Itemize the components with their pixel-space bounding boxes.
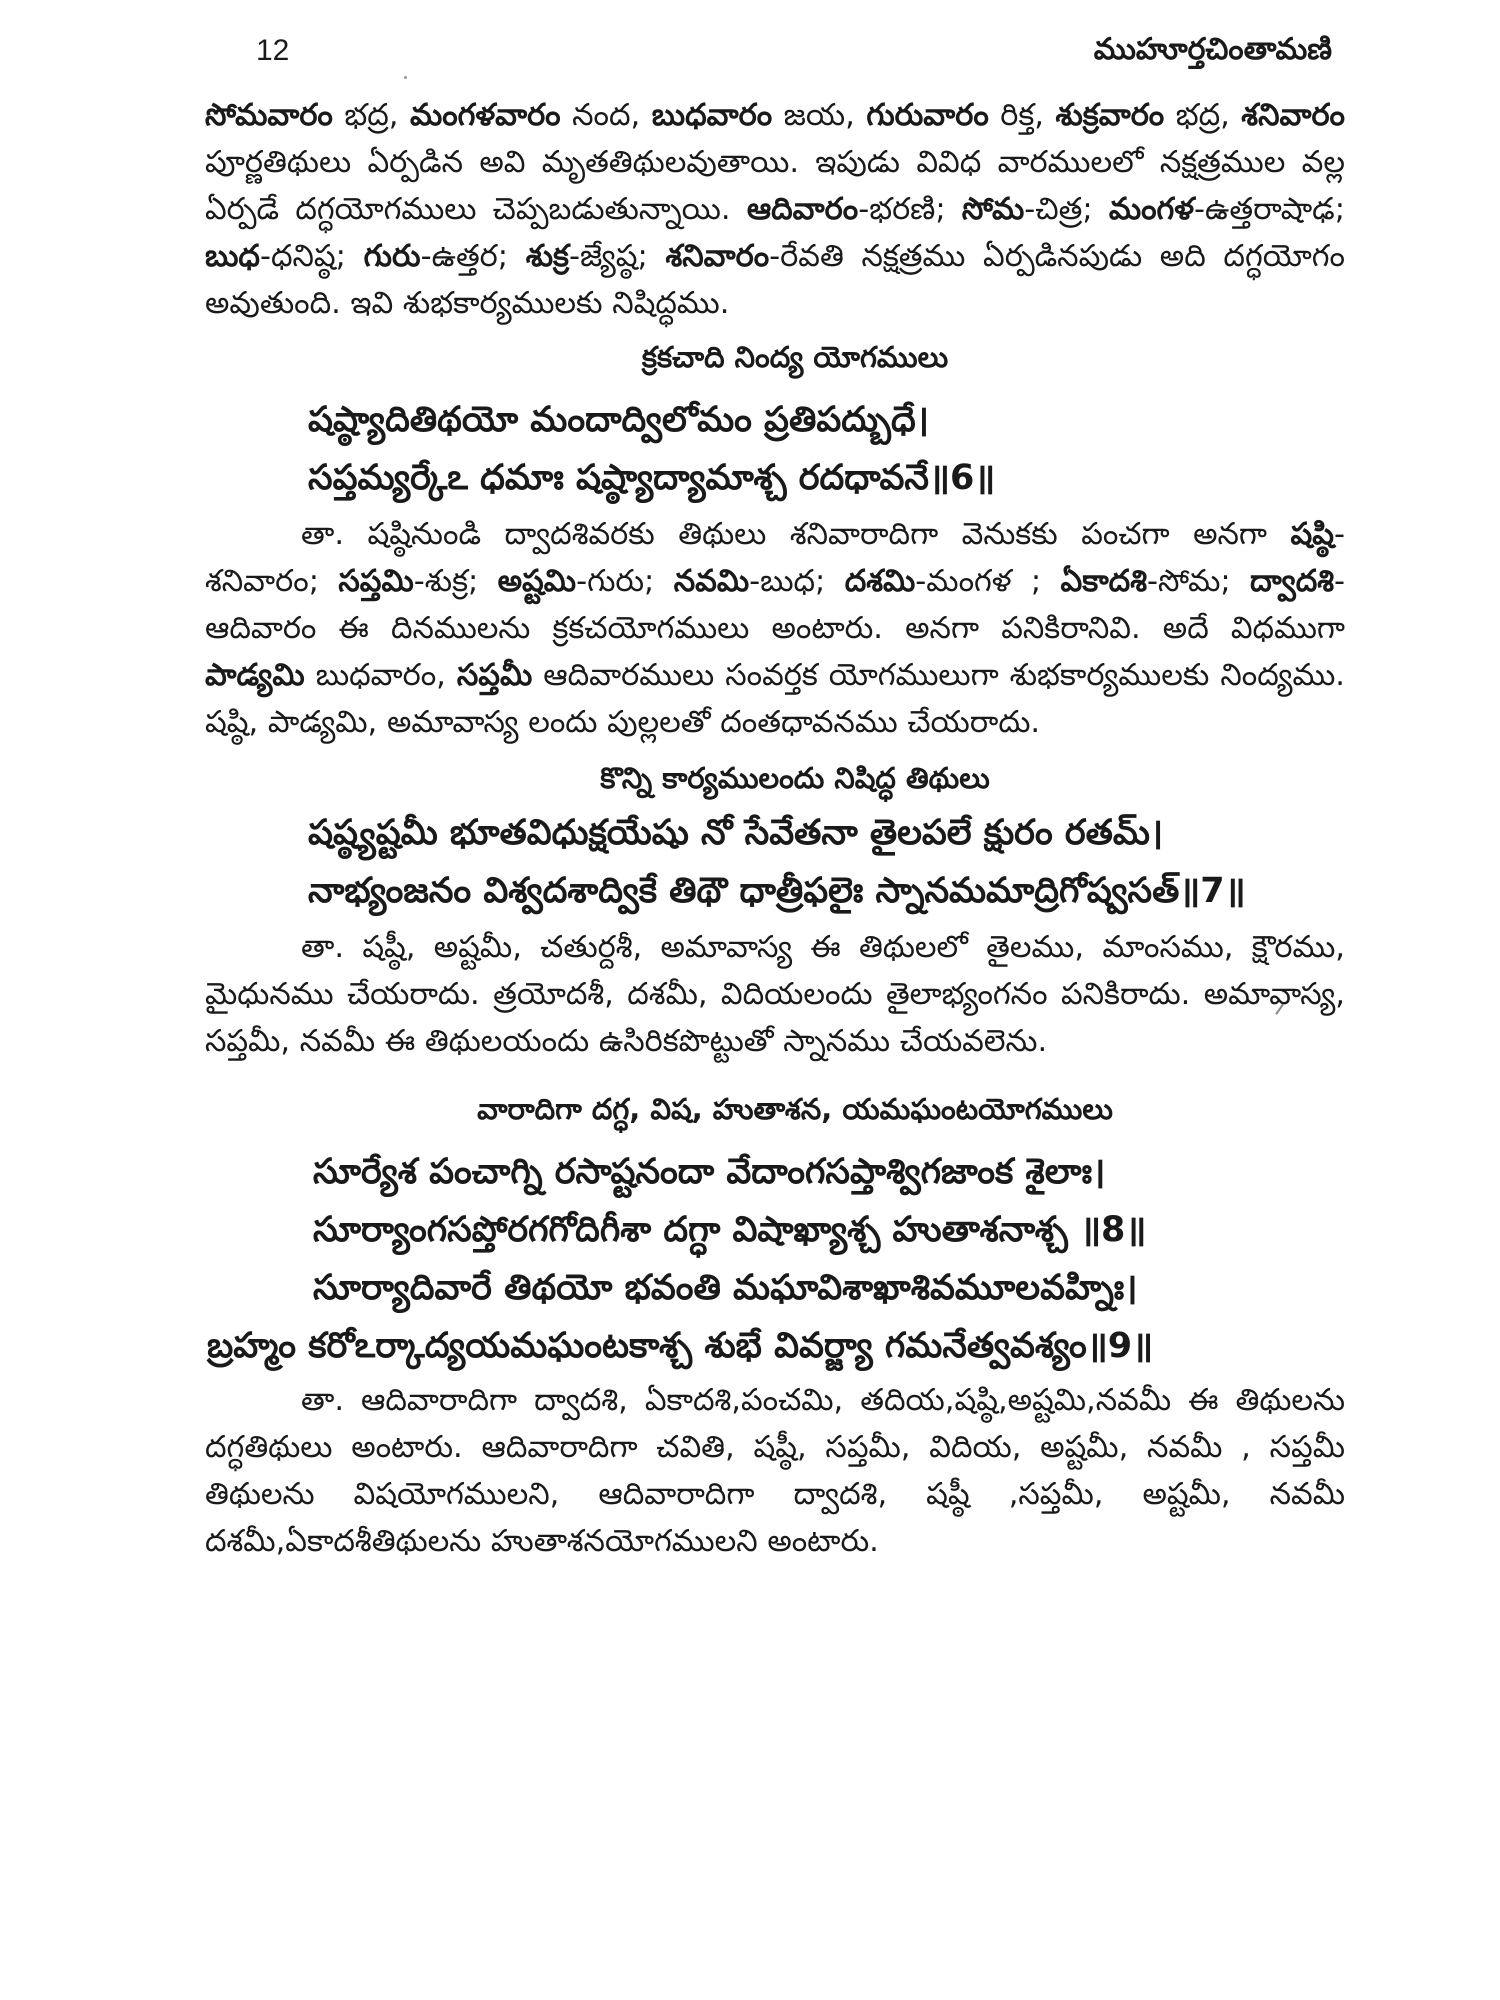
page-number: 12 [256, 34, 290, 67]
verse-line: షష్ఠ్యష్టమీ భూతవిధుక్షయేషు నో సేవేతనా తైలపలే క్షురం రతమ్। [308, 813, 1164, 853]
paragraph-weekday-tithis: సోమవారం భద్ర, మంగళవారం నంద, బుధవారం జయ, గురువారం రిక్త, శుక్రవారం భద్ర, శనివారం పూర్ణతిథులు ఏర్పడిన అవి మృతతిథులవుతాయి. ఇపుడు వివిధ వారములలో నక్షత్రముల వల్ల ఏర్పడే దగ్ధయోగములు చెప్పబడుతున్నాయి. ఆదివారం-భరణి; సోమ-చిత్ర; మంగళ-ఉత్తరాషాఢ; బుధ-ధనిష్ఠ; గురు-ఉత్తర; శుక్ర-జ్యేష్ఠ; శనివారం-రేవతి నక్షత్రము ఏర్పడినపుడు అది దగ్ధయోగం అవుతుంది. ఇవి శుభకార్యములకు నిషిద్ధము. [205, 98, 1346, 321]
verse-line: సప్తమ్యర్కేఽ ధమాః షష్ఠ్యాద్యామాశ్చ రదధావనే॥6॥ [308, 458, 996, 498]
speck [404, 76, 407, 79]
verse-line: సూర్యేశ పంచాగ్ని రసాష్టనందా వేదాంగసప్తాశ్విగజాంక శైలాః। [313, 1152, 1106, 1192]
verse-line: షష్ఠ్యాదితిథయో మందాద్విలోమం ప్రతిపద్బుధే। [308, 400, 929, 440]
verse-block [205, 391, 1345, 507]
section-heading: క్రకచాది నింద్య యోగములు [641, 340, 949, 374]
paragraph-commentary: తా. షష్ఠీ, అష్టమీ, చతుర్దశీ, అమావాస్య ఈ తిథులలో తైలము, మాంసము, క్షౌరము, మైధునము చేయరాదు. త్రయోదశీ, దశమీ, విదియలందు తైలాభ్యంగనం పనికిరాదు. అమావాస్య, సప్తమీ, నవమీ ఈ తిథులయందు ఉసిరికపొట్టుతో స్నానము చేయవలెను. [205, 930, 1345, 1059]
paragraph-commentary: తా. షష్ఠినుండి ద్వాదశివరకు తిథులు శనివారాదిగా వెనుకకు పంచగా అనగా షష్ఠి-శనివారం; సప్తమి-శుక్ర; అష్టమి-గురు; నవమి-బుధ; దశమి-మంగళ ; ఏకాదశి-సోమ; ద్వాదశి-ఆదివారం ఈ దినములను క్రకచయోగములు అంటారు. అనగా పనికిరానివి. అదే విధముగా పాడ్యమి బుధవారం, సప్తమీ ఆదివారములు సంవర్తక యోగములుగా శుభకార్యములకు నింద్యము. షష్ఠి, పాడ్యమి, అమావాస్య లందు పుల్లలతో దంతధావనము చేయరాదు. [205, 517, 1346, 740]
verse-line: బ్రహ్మం కరోఽర్కాద్యయమఘంటకాశ్చ శుభే వివర్జ్యా గమనేత్వవశ్యం॥9॥ [207, 1326, 1154, 1366]
running-title: ముహూర్తచింతామణి [1093, 32, 1332, 67]
verse-line: సూర్యాంగసప్తోరగగోదిగీశా దగ్ధా విషాఖ్యాశ్చ హుతాశనాశ్చ ॥8॥ [313, 1210, 1147, 1250]
paragraph-commentary: తా. ఆదివారాదిగా ద్వాదశి, ఏకాదశి,పంచమి, తదియ,షష్ఠి,అష్టమి,నవమీ ఈ తిథులను దగ్ధతిథులు అంటారు. ఆదివారాదిగా చవితి, షష్ఠీ, సప్తమీ, విదియ, అష్టమీ, నవమీ , సప్తమీ తిథులను విషయోగములని, ఆదివారాదిగా ద్వాదశి, షష్ఠీ ,సప్తమీ, అష్టమీ, నవమీ దశమీ,ఏకాదశీతిథులను హుతాశనయోగములని అంటారు. [205, 1383, 1345, 1559]
section-heading: కొన్ని కార్యములందు నిషిద్ధ తిథులు [600, 761, 990, 795]
page-body [205, 92, 1345, 1565]
verse-line: సూర్యాదివారే తిథయో భవంతి మఘావిశాఖాశివమూలవహ్నిః। [313, 1268, 1138, 1308]
verse-line: నాభ్యంజనం విశ్వదశాద్వికే తిథౌ ధాత్రీఫలైః స్నానమమాద్రిగోష్వసత్॥7॥ [308, 871, 1246, 911]
verse-block [205, 1143, 1345, 1375]
page-header [0, 26, 1500, 86]
verse-block [205, 804, 1345, 920]
section-heading: వారాదిగా దగ్ధ, విష, హుతాశన, యమఘంటయోగములు [477, 1092, 1113, 1126]
